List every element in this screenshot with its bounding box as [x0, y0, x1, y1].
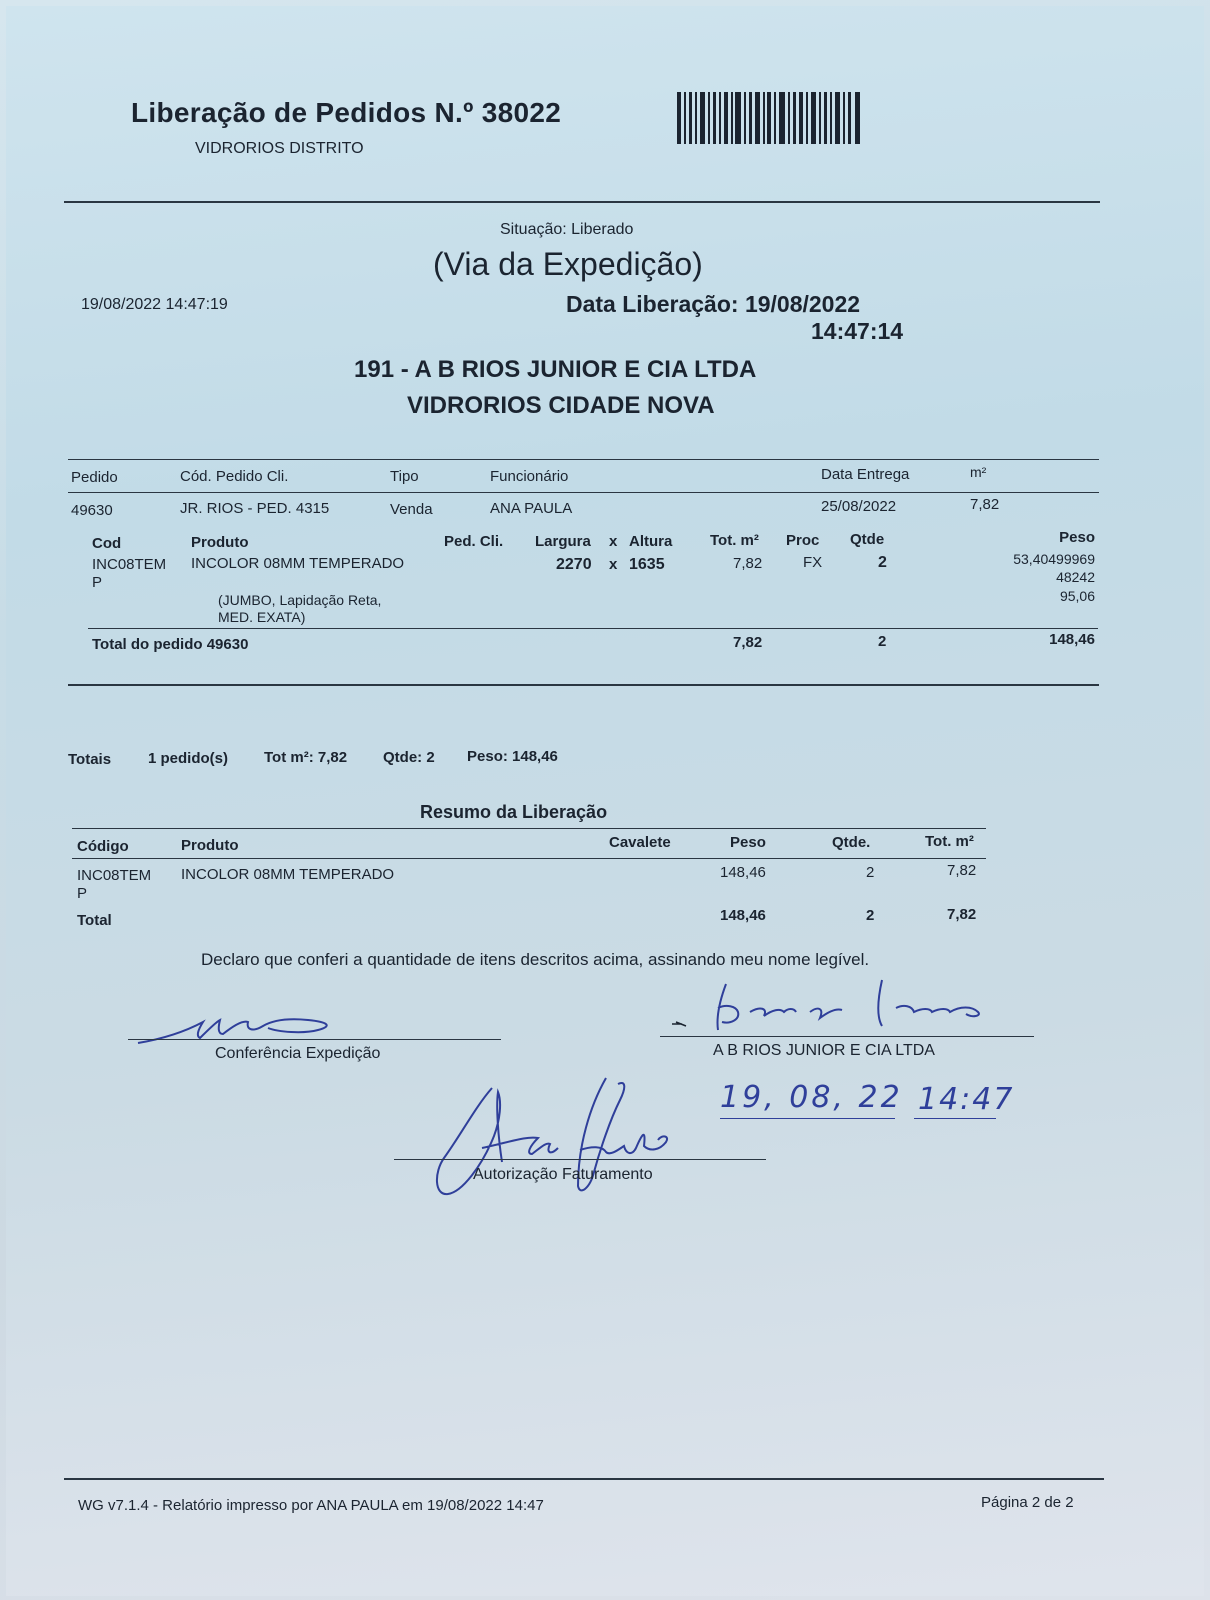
item-produto-detail-2: MED. EXATA)	[218, 609, 306, 625]
order-funcionario-value: ANA PAULA	[490, 500, 573, 517]
client-signature	[660, 978, 1030, 1038]
resumo-produto: INCOLOR 08MM TEMPERADO	[181, 866, 395, 883]
client-name: 191 - A B RIOS JUNIOR E CIA LTDA	[354, 356, 757, 383]
handwritten-date: 19, 08, 22	[720, 1080, 903, 1115]
col-tipo: Tipo	[390, 468, 419, 485]
release-date: Data Liberação: 19/08/2022	[566, 291, 861, 317]
totals-peso: Peso: 148,46	[467, 748, 558, 765]
item-qtde: 2	[878, 554, 887, 571]
conferencia-signature	[128, 1008, 348, 1048]
order-tipo-value: Venda	[390, 501, 433, 518]
document-page	[6, 6, 1204, 1596]
order-m2-value: 7,82	[970, 496, 1000, 513]
item-altura: 1635	[629, 556, 665, 573]
item-cod-line1: INC08TEM	[92, 556, 167, 573]
item-proc: FX	[803, 554, 823, 571]
item-tot-m2: 7,82	[733, 555, 763, 572]
declaration-text: Declaro que conferi a quantidade de itens descritos acima, assinando meu nome legível.	[201, 950, 870, 969]
order-data-entrega-value: 25/08/2022	[821, 498, 897, 515]
conferencia-line	[128, 1039, 501, 1040]
col-data-entrega: Data Entrega	[821, 466, 910, 483]
item-peso-line2: 48242	[1056, 569, 1095, 585]
resumo-peso: 148,46	[720, 864, 766, 881]
status-situacao: Situação: Liberado	[500, 221, 634, 238]
resumo-col-cavalete: Cavalete	[609, 834, 671, 851]
item-col-ped-cli: Ped. Cli.	[444, 533, 504, 550]
item-col-cod: Cod	[92, 535, 122, 552]
totals-label: Totais	[68, 751, 112, 768]
item-produto-detail-1: (JUMBO, Lapidação Reta,	[218, 592, 382, 608]
resumo-codigo-line2: P	[77, 885, 88, 902]
client-signature-line	[660, 1036, 1034, 1037]
totals-pedidos: 1 pedido(s)	[148, 750, 229, 767]
resumo-codigo-line1: INC08TEM	[77, 867, 152, 884]
item-peso-line3: 95,06	[1059, 588, 1095, 604]
printed-timestamp: 19/08/2022 14:47:19	[81, 296, 228, 313]
order-total-peso: 148,46	[1049, 631, 1095, 648]
handwritten-time-underline	[914, 1118, 996, 1119]
item-col-peso: Peso	[1059, 529, 1095, 546]
resumo-top-rule	[72, 828, 986, 829]
item-largura: 2270	[556, 556, 592, 573]
footer-printed-by: WG v7.1.4 - Relatório impresso por ANA PAULA em 19/08/2022 14:47	[78, 1497, 544, 1514]
via-label: (Via da Expedição)	[433, 246, 703, 282]
order-pedido-value: 49630	[71, 502, 113, 519]
item-produto: INCOLOR 08MM TEMPERADO	[191, 555, 405, 572]
item-peso-line1: 53,40499969	[1013, 551, 1095, 567]
resumo-col-codigo: Código	[77, 838, 129, 855]
order-total-qtde: 2	[878, 633, 887, 650]
footer-rule	[64, 1478, 1104, 1480]
resumo-total-tot-m2: 7,82	[947, 906, 977, 923]
release-time: 14:47:14	[811, 318, 904, 344]
order-total-m2: 7,82	[733, 634, 763, 651]
col-cod-pedido-cli: Cód. Pedido Cli.	[180, 468, 289, 485]
resumo-col-qtde: Qtde.	[832, 834, 871, 851]
resumo-total-qtde: 2	[866, 907, 875, 924]
resumo-header-rule	[72, 858, 986, 859]
autorizacao-label: Autorização Faturamento	[473, 1166, 653, 1183]
header-divider	[64, 201, 1100, 203]
col-m2: m²	[970, 464, 987, 480]
order-total-label: Total do pedido 49630	[92, 636, 249, 653]
item-col-largura: Largura	[535, 533, 591, 550]
client-store: VIDRORIOS CIDADE NOVA	[407, 392, 715, 419]
resumo-col-produto: Produto	[181, 837, 239, 854]
item-col-x: x	[609, 533, 618, 550]
company-subtitle: VIDRORIOS DISTRITO	[195, 140, 364, 157]
item-cod-line2: P	[92, 574, 103, 591]
resumo-title: Resumo da Liberação	[420, 802, 608, 822]
totals-qtde: Qtde: 2	[383, 749, 435, 766]
resumo-col-peso: Peso	[730, 834, 766, 851]
document-title: Liberação de Pedidos N.º 38022	[131, 97, 562, 128]
item-x: x	[609, 556, 618, 573]
resumo-total-peso: 148,46	[720, 907, 766, 924]
barcode-icon	[677, 92, 861, 144]
order-total-rule	[88, 628, 1098, 629]
col-pedido: Pedido	[71, 469, 118, 486]
item-col-produto: Produto	[191, 534, 249, 551]
autorizacao-signature	[430, 1076, 680, 1206]
item-col-altura: Altura	[629, 533, 673, 550]
handwritten-time: 14:47	[918, 1082, 1015, 1117]
resumo-col-tot-m2: Tot. m²	[925, 833, 974, 850]
order-header-rule	[68, 492, 1099, 493]
resumo-qtde: 2	[866, 864, 875, 881]
footer-page-number: Página 2 de 2	[981, 1494, 1074, 1511]
order-cod-pedido-cli-value: JR. RIOS - PED. 4315	[180, 500, 330, 517]
col-funcionario: Funcionário	[490, 468, 569, 485]
autorizacao-line	[394, 1159, 766, 1160]
orders-bottom-rule	[68, 684, 1099, 686]
client-signature-label: A B RIOS JUNIOR E CIA LTDA	[713, 1042, 935, 1059]
item-col-proc: Proc	[786, 532, 820, 549]
item-col-qtde: Qtde	[850, 531, 885, 548]
totals-m2: Tot m²: 7,82	[264, 749, 348, 766]
item-col-tot-m2: Tot. m²	[710, 532, 759, 549]
resumo-tot-m2: 7,82	[947, 862, 977, 879]
handwritten-date-underline	[720, 1118, 895, 1119]
resumo-total-label: Total	[77, 912, 112, 929]
order-table-top-rule	[68, 459, 1099, 460]
conferencia-label: Conferência Expedição	[215, 1045, 381, 1062]
